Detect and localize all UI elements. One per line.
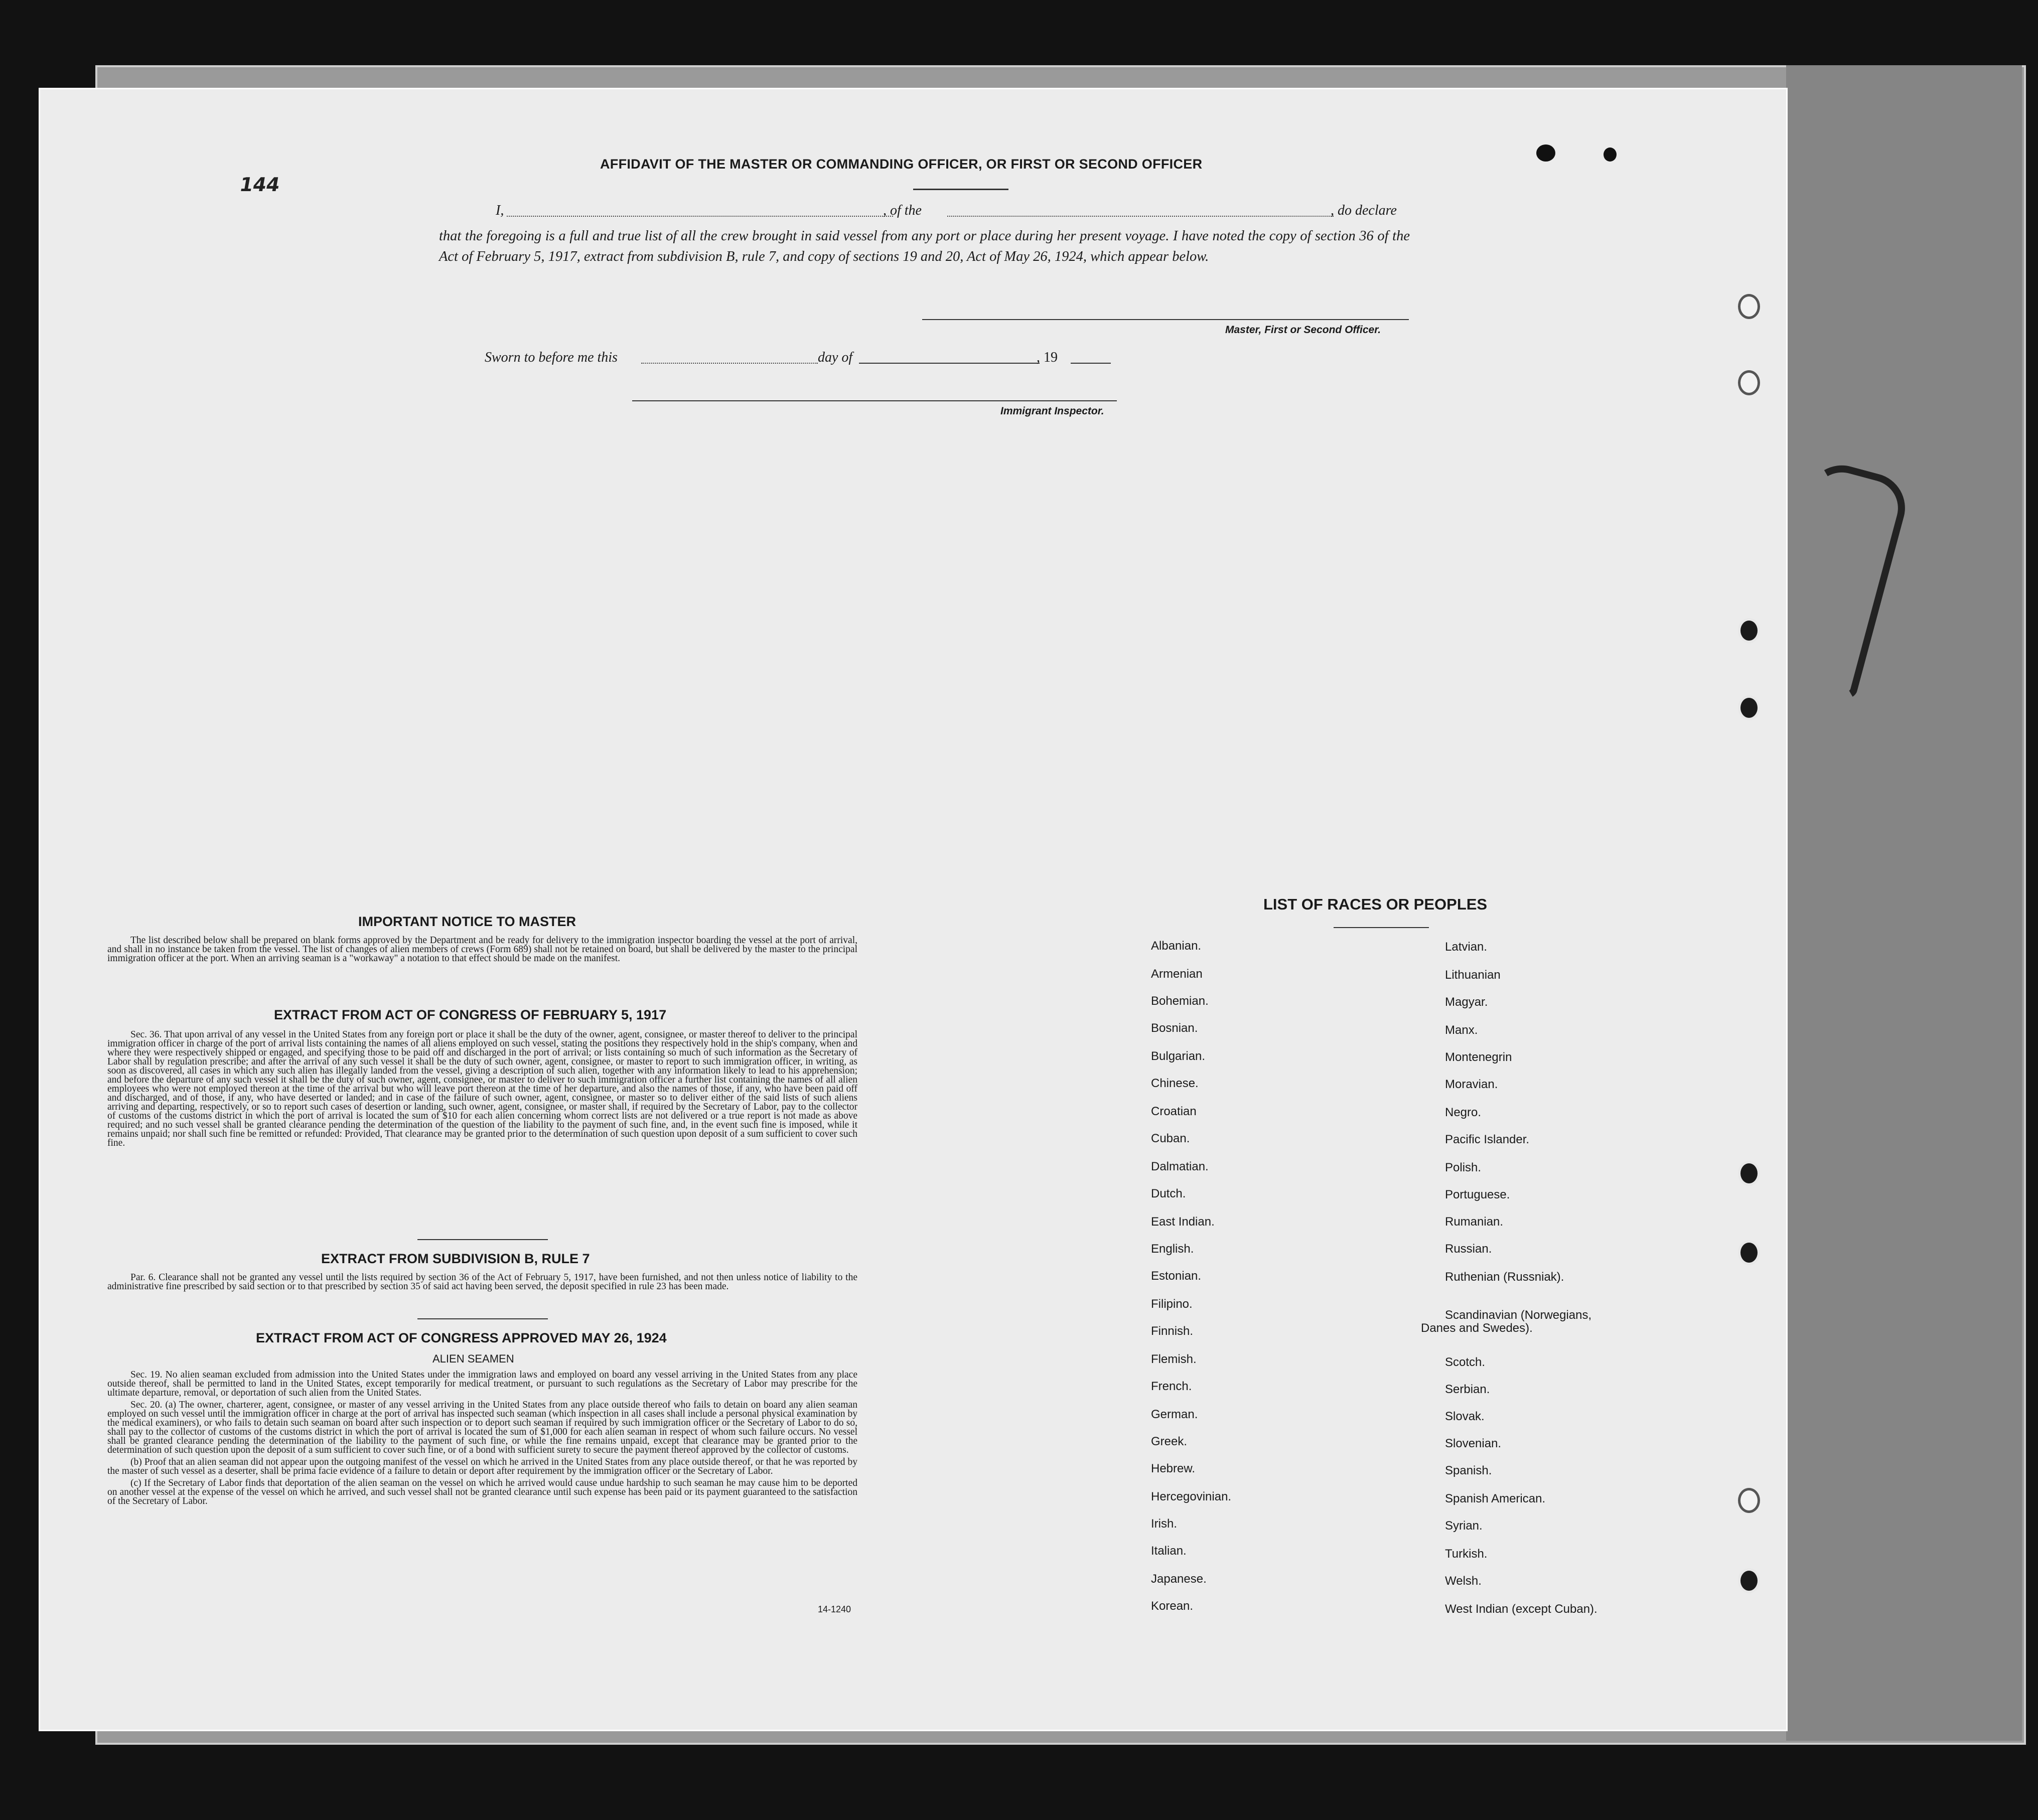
- signature-label: Master, First or Second Officer.: [1225, 324, 1381, 336]
- underlying-sheet-edge: [1786, 65, 2022, 1741]
- race-item: Filipino.: [1151, 1297, 1193, 1311]
- subdivision-b-text: [107, 1273, 857, 1294]
- section-19-paragraph: Sec. 19. No alien seaman excluded from admission into the United States under the immigration laws and employed on board any vessel arriving in the United States from any place outside thereof, shall be permitted to land in the United States, except temporarily for medical treatment, or pursuant to such regulations as the Secretary of Labor may prescribe for the ultimate departure, removal, or deportation of such alien from the United States.: [107, 1370, 857, 1398]
- race-item: Dalmatian.: [1151, 1160, 1209, 1173]
- month-blank[interactable]: [859, 363, 1040, 364]
- race-item: Japanese.: [1151, 1572, 1207, 1586]
- binder-hole: [1738, 294, 1760, 319]
- affidavit-declare: , do declare: [1331, 203, 1397, 218]
- extract-1917-title: EXTRACT FROM ACT OF CONGRESS OF FEBRUARY 5, 1917: [274, 1007, 667, 1022]
- binder-hole: [1738, 1488, 1760, 1513]
- race-item: Spanish.: [1445, 1464, 1492, 1477]
- race-item: French.: [1151, 1380, 1192, 1393]
- title-underline: [913, 189, 1008, 190]
- race-item: Hercegovinian.: [1151, 1490, 1232, 1503]
- race-item: Bosnian.: [1151, 1021, 1198, 1035]
- inspector-label: Immigrant Inspector.: [1000, 405, 1104, 417]
- race-item: Syrian.: [1445, 1519, 1483, 1533]
- race-item: Negro.: [1445, 1106, 1482, 1119]
- race-item: Irish.: [1151, 1517, 1178, 1531]
- race-item: Ruthenian (Russniak).: [1445, 1270, 1564, 1284]
- race-item: German.: [1151, 1408, 1198, 1421]
- section-36-paragraph: Sec. 36. That upon arrival of any vessel in the United States from any foreign port or place it shall be the duty of the owner, agent, consignee, or master thereof to deliver to the principal immigration officer in charge of the port of arrival lists containing the names of all aliens employed on such vessel, stating the positions they respectively hold in the ship's company, when and where they were respectively shipped or engaged, and specifying those to be paid off and discharged in the port of arrival; or lists containing so much of such information as the Secretary of Labor shall by regulation prescribe; and after the arrival of any such vessel it shall be the duty of such owner, agent, consignee, or master to report to such immigration officer, in writing, as soon as discovered, all cases in which any such alien has illegally landed from the vessel, giving a description of such alien, together with any information likely to lead to his apprehension; and before the departure of any such vessel it shall be the duty of such owner, agent, consignee, or master to deliver to such immigration officer a further list containing the names of all alien employees who were not employed thereon at the time of the arrival but who will leave port thereon at the time of her departure, and also the names of those, if any, who have been paid off and discharged, and of those, if any, who have deserted or landed; and in case of the failure of such owner, agent, consignee, or master so to deliver either of the said lists of such aliens arriving and departing, respectively, or so to report such cases of desertion or landing, such owner, agent, consignee, or master shall, if required by the Secretary of Labor, pay to the collector of customs of the customs district in which the port of arrival is located the sum of $10 for each alien concerning whom correct lists are not delivered or a true report is not made as above required; and no such vessel shall be granted clearance pending the determination of the question of the liability to the payment of such fine, and, in the event such fine is imposed, while it remains unpaid; nor shall such fine be remitted or refunded: Provided, That clearance may be granted prior to the determination of such question upon deposit of a sum sufficient to cover such fine.: [107, 1029, 857, 1148]
- races-title-underline: [1334, 927, 1429, 928]
- day-of-text: day of: [818, 350, 853, 365]
- alien-seamen-subtitle: ALIEN SEAMEN: [432, 1352, 514, 1365]
- race-item: Serbian.: [1445, 1383, 1490, 1396]
- rule-7-paragraph: Par. 6. Clearance shall not be granted any vessel until the lists required by section 36 of the Act of February 5, 1917, have been furnished, and not then unless notice of liability to the administrative fine prescribed by said section or to that prescribed by section 35 of said act having been served, the deposit specified in rule 23 has been made.: [107, 1272, 857, 1292]
- race-item: Polish.: [1445, 1161, 1482, 1174]
- races-list-title: LIST OF RACES OR PEOPLES: [1263, 895, 1488, 913]
- race-item: Bulgarian.: [1151, 1049, 1206, 1063]
- binder-hole: [1738, 1240, 1760, 1265]
- race-item: Italian.: [1151, 1544, 1187, 1558]
- affidavit-title: AFFIDAVIT OF THE MASTER OR COMMANDING OFFICER, OR FIRST OR SECOND OFFICER: [600, 157, 1203, 172]
- race-item: Slovak.: [1445, 1410, 1485, 1423]
- race-item: Portuguese.: [1445, 1188, 1510, 1201]
- race-item: Armenian: [1151, 967, 1203, 981]
- section-20b-paragraph: (b) Proof that an alien seaman did not appear upon the outgoing manifest of the vessel on which he arrived in the United States from any place outside thereof, or that he was reported by the master of such vessel as a deserter, shall be prima facie evidence of a failure to detain or deport after requirement by the immigration officer or the Secretary of Labor.: [107, 1457, 857, 1476]
- race-item: Pacific Islander.: [1445, 1133, 1530, 1146]
- race-item: Scotch.: [1445, 1355, 1486, 1369]
- extract-1924-title: EXTRACT FROM ACT OF CONGRESS APPROVED MAY 26, 1924: [256, 1330, 667, 1345]
- race-item: Turkish.: [1445, 1547, 1488, 1561]
- race-item: Russian.: [1445, 1242, 1492, 1256]
- extract-1917-text: [107, 1030, 857, 1151]
- race-item: Cuban.: [1151, 1132, 1190, 1145]
- race-item: Bohemian.: [1151, 994, 1209, 1008]
- race-item: Magyar.: [1445, 995, 1488, 1009]
- section-divider: [417, 1318, 548, 1319]
- race-item: Korean.: [1151, 1599, 1194, 1613]
- ink-blot: [1604, 147, 1617, 162]
- inspector-signature-line[interactable]: [632, 400, 1117, 401]
- ink-blot: [1536, 144, 1555, 162]
- signature-line[interactable]: [922, 319, 1409, 320]
- race-item: Montenegrin: [1445, 1050, 1512, 1064]
- race-item: English.: [1151, 1242, 1194, 1256]
- handwritten-page-number: 144: [238, 174, 282, 196]
- year-blank[interactable]: [1071, 363, 1111, 364]
- race-item: Danes and Swedes).: [1421, 1321, 1533, 1335]
- race-item: Latvian.: [1445, 940, 1488, 954]
- race-item: Estonian.: [1151, 1269, 1202, 1283]
- binder-hole: [1738, 695, 1760, 720]
- sworn-day-blank[interactable]: [641, 363, 818, 364]
- race-item: Albanian.: [1151, 939, 1202, 953]
- race-item: Moravian.: [1445, 1078, 1498, 1091]
- race-item: West Indian (except Cuban).: [1445, 1602, 1597, 1616]
- binder-hole: [1738, 1161, 1760, 1186]
- binder-hole: [1738, 618, 1760, 643]
- notice-paragraph: The list described below shall be prepared on blank forms approved by the Department and be ready for delivery to the immigration inspector boarding the vessel at the port of arrival, and shall in no instance be taken from the vessel. The list of changes of alien members of crews (Form 689) shall not be retained on board, but shall be delivered by the master to the principal immigration officer at the port. When an arriving seaman is a "workaway" a notation to that effect should be made on the manifest.: [107, 935, 857, 964]
- affidavit-paragraph: that the foregoing is a full and true list of all the crew brought in said vessel from any port or place during her present voyage. I have noted the copy of section 36 of the Act of February 5, 1917, extract from subdivision B, rule 7, and copy of sections 19 and 20, Act of May 26, 1924, which appear below.: [439, 228, 1410, 264]
- sworn-text: Sworn to before me this: [485, 350, 618, 365]
- affidavit-i: I,: [496, 203, 504, 218]
- section-divider: [417, 1239, 548, 1240]
- race-item: Chinese.: [1151, 1077, 1199, 1090]
- subdivision-b-title: EXTRACT FROM SUBDIVISION B, RULE 7: [321, 1251, 590, 1266]
- race-item: Manx.: [1445, 1023, 1478, 1037]
- race-item: East Indian.: [1151, 1215, 1215, 1229]
- affidavit-of-the: , of the: [883, 203, 922, 218]
- year-prefix: , 19: [1037, 350, 1058, 365]
- notice-title: IMPORTANT NOTICE TO MASTER: [358, 914, 576, 929]
- race-item: Flemish.: [1151, 1352, 1197, 1366]
- race-item: Lithuanian: [1445, 968, 1501, 982]
- race-item: Croatian: [1151, 1105, 1197, 1118]
- race-item: Rumanian.: [1445, 1215, 1504, 1229]
- race-item: Slovenian.: [1445, 1437, 1502, 1450]
- section-20c-paragraph: (c) If the Secretary of Labor finds that deportation of the alien seaman on the vessel on which he arrived would cause undue hardship to such seaman he may cause him to be deported on another vessel at the expense of the vessel on which he arrived, and such vessel shall not be granted clearance until such expense has been paid or its payment guaranteed to the satisfaction of the Secretary of Labor.: [107, 1478, 857, 1506]
- form-number: 14-1240: [818, 1604, 851, 1614]
- name-blank[interactable]: [507, 216, 893, 217]
- race-item: Hebrew.: [1151, 1462, 1196, 1475]
- race-item: Welsh.: [1445, 1574, 1482, 1588]
- vessel-blank[interactable]: [947, 216, 1334, 217]
- race-item: Finnish.: [1151, 1324, 1194, 1338]
- binder-hole: [1738, 370, 1760, 395]
- notice-text: [107, 936, 857, 966]
- race-item: Scandinavian (Norwegians,: [1445, 1308, 1592, 1322]
- race-item: Spanish American.: [1445, 1492, 1546, 1505]
- extract-1924-text: [107, 1371, 857, 1509]
- race-item: Greek.: [1151, 1435, 1188, 1448]
- race-item: Dutch.: [1151, 1187, 1186, 1200]
- binder-hole: [1738, 1568, 1760, 1593]
- section-20a-paragraph: Sec. 20. (a) The owner, charterer, agent, consignee, or master of any vessel arriving in the United States from any place outside thereof who fails to detain on board any alien seaman employed on such vessel until the immigration officer in charge at the port of arrival has inspected such seaman (which inspection in all cases shall include a personal physical examination by the medical examiners), or who fails to detain such seaman on board after such inspection or to deport such seaman if required by such immigration officer or the Secretary of Labor to do so, shall pay to the collector of customs of the customs district in which the port of arrival is located the sum of $1,000 for each alien seaman in respect of whom such failure occurs. No vessel shall be granted clearance pending the determination of the liability to the payment of such fine, or while the fine remains unpaid, except that clearance may be granted prior to the determination of such question upon the deposit of a sum sufficient to cover such fine, or of a bond with sufficient surety to secure the payment thereof approved by the collector of customs.: [107, 1400, 857, 1455]
